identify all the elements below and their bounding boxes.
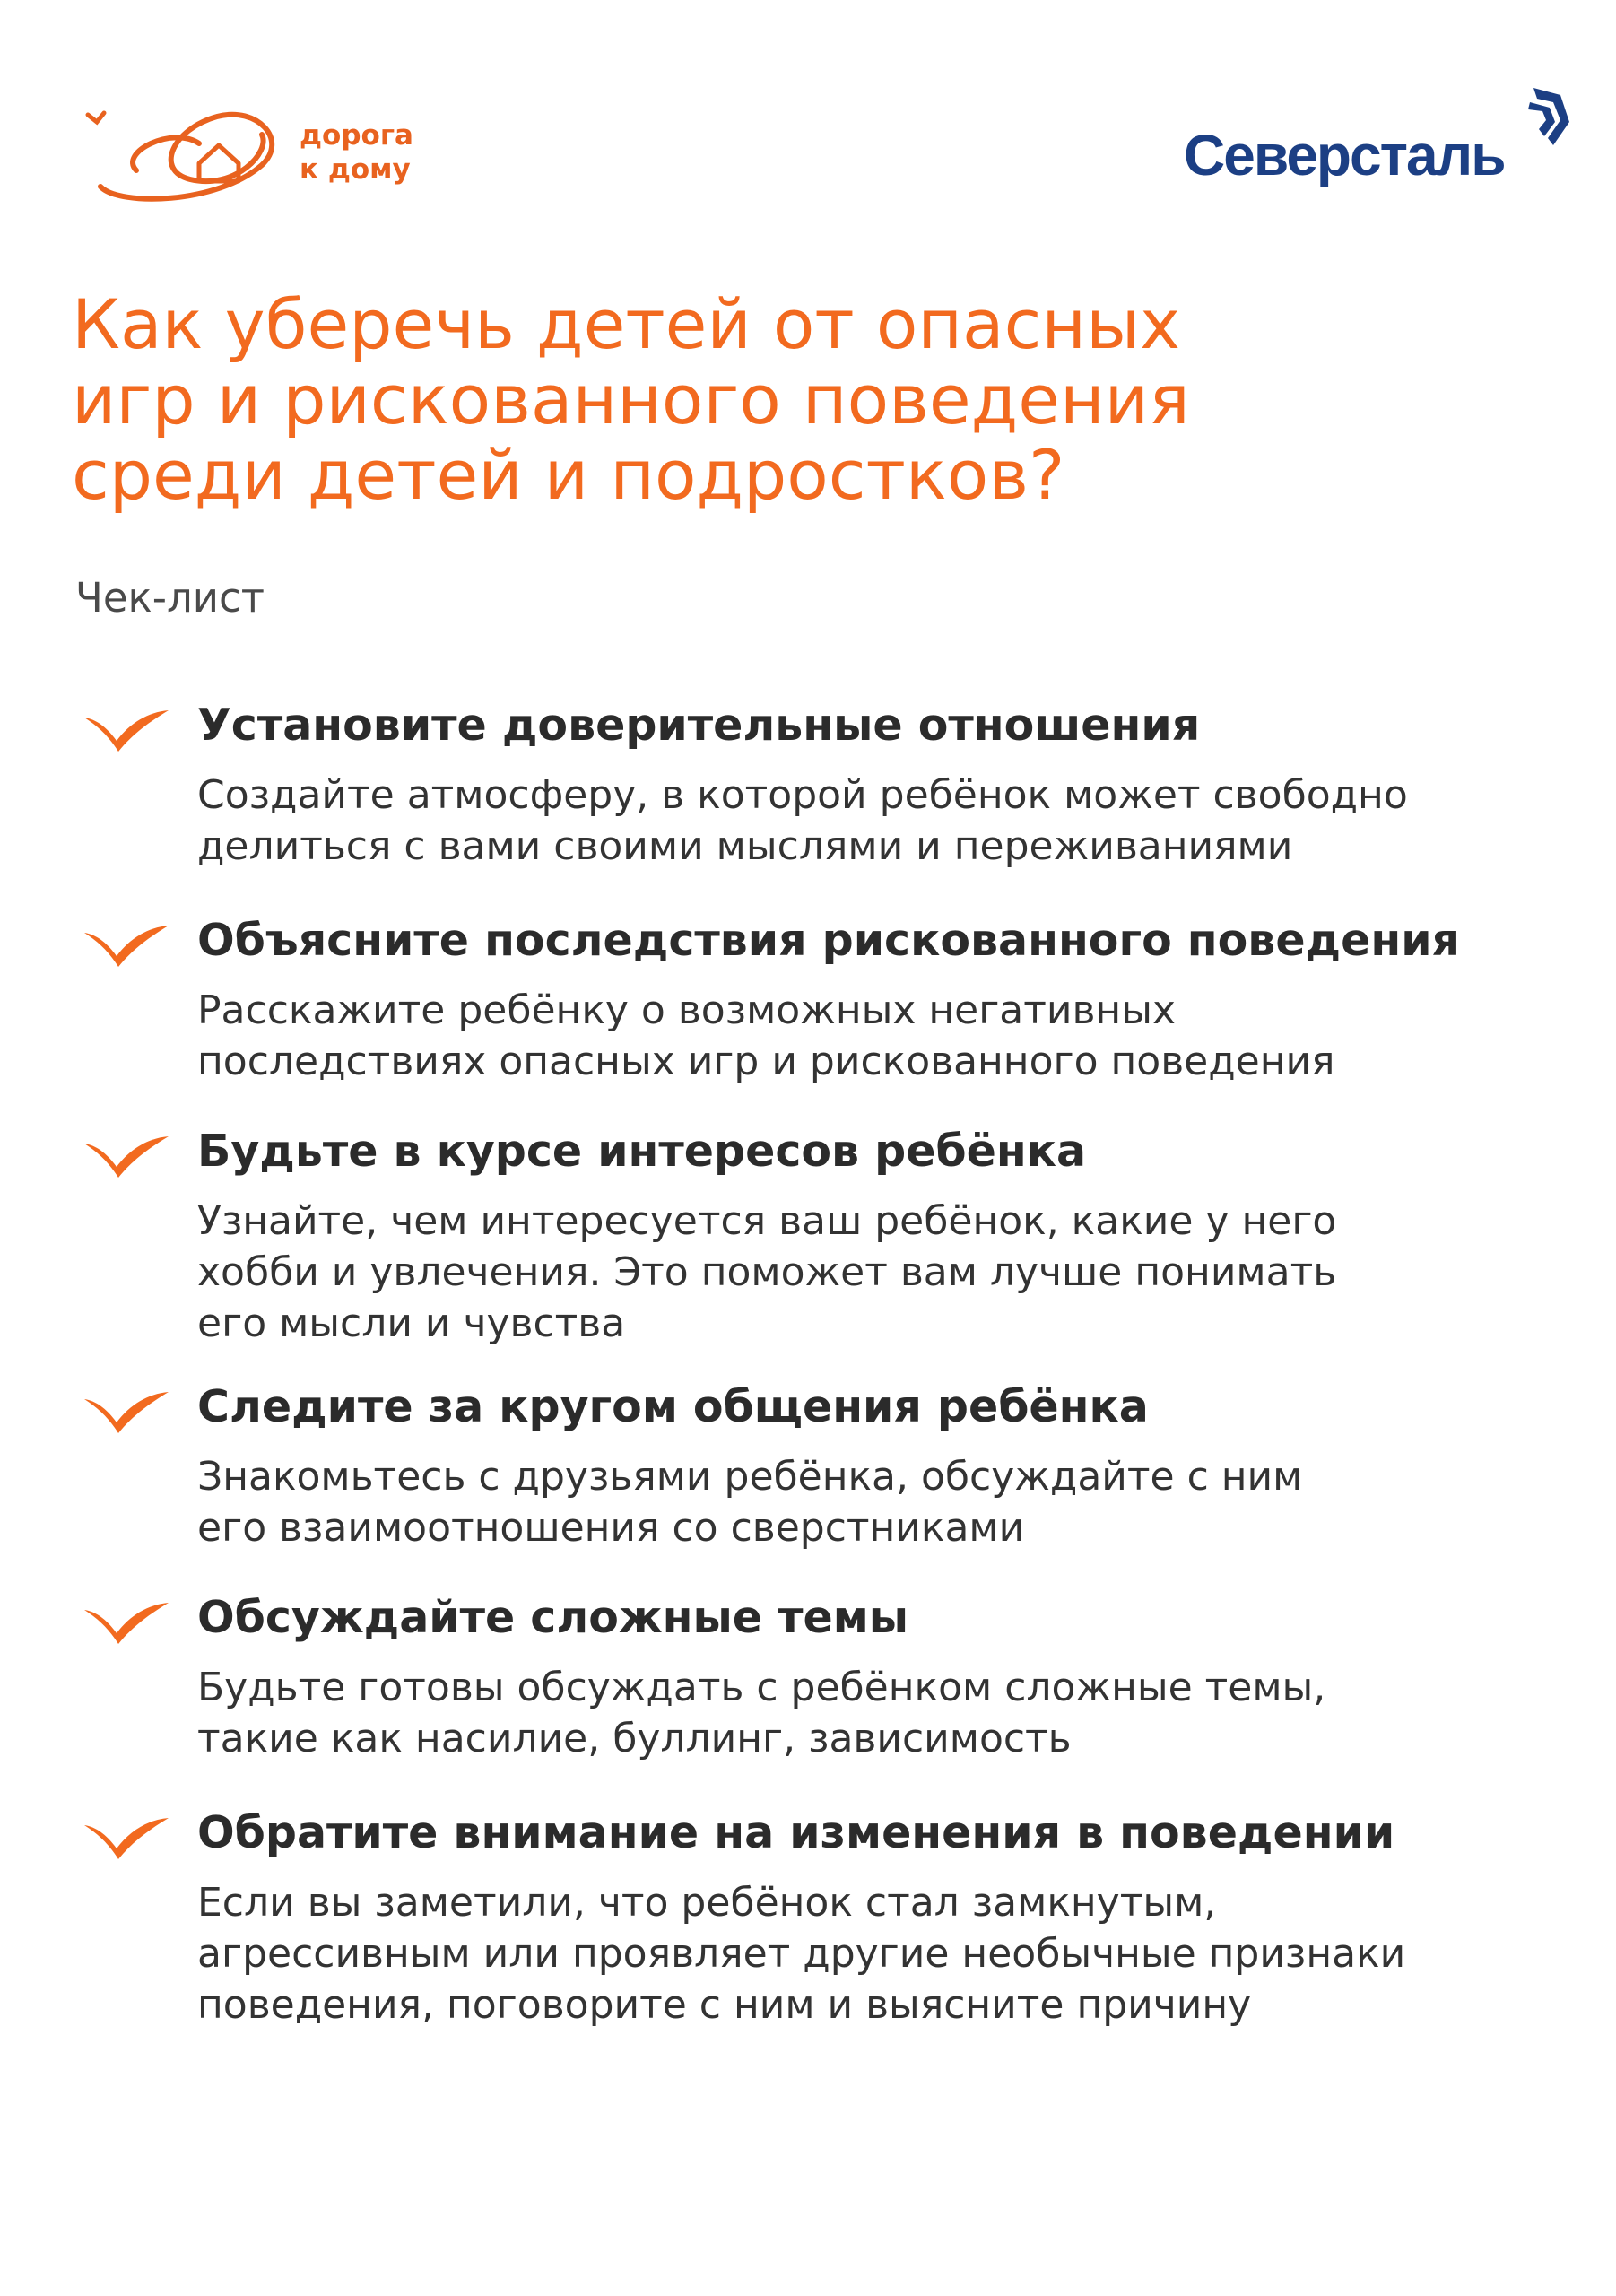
checklist-item-title: Установите доверительные отношения xyxy=(197,700,1201,751)
checklist-item-desc xyxy=(197,1196,1569,1349)
desc-line: Создайте атмосферу, в которой ребёнок может свободно xyxy=(197,772,1408,818)
desc-line: хобби и увлечения. Это поможет вам лучше понимать xyxy=(197,1249,1337,1295)
checkmark-icon xyxy=(81,1126,170,1179)
checklist-item-title: Объясните последствия рискованного поведения xyxy=(197,915,1461,966)
desc-line: делиться с вами своими мыслями и переживаниями xyxy=(197,823,1293,869)
checklist-item-desc xyxy=(197,770,1569,872)
desc-line: агрессивным или проявляет другие необычные признаки xyxy=(197,1931,1406,1977)
severstal-brand-text: Северсталь xyxy=(1184,123,1505,187)
dom-logo xyxy=(83,90,459,215)
checklist-item-desc xyxy=(197,1877,1569,2031)
desc-line: такие как насилие, буллинг, зависимость xyxy=(197,1716,1072,1761)
title-line-3: среди детей и подростков? xyxy=(72,435,1065,515)
page-title xyxy=(72,284,1471,515)
checklist-item-title: Следите за кругом общения ребёнка xyxy=(197,1381,1149,1432)
desc-line: его мысли и чувства xyxy=(197,1300,626,1346)
checkmark-icon xyxy=(81,1381,170,1435)
dom-logo-text xyxy=(300,118,413,187)
checklist-item-title: Обсуждайте сложные темы xyxy=(197,1592,909,1643)
dom-logo-line1: дорога xyxy=(300,119,413,152)
desc-line: Узнайте, чем интересуется ваш ребёнок, какие у него xyxy=(197,1198,1337,1244)
checklist-label: Чек-лист xyxy=(75,574,265,622)
checkmark-icon xyxy=(81,1592,170,1646)
desc-line: Знакомьтесь с друзьями ребёнка, обсуждайте с ним xyxy=(197,1454,1303,1500)
checkmark-icon xyxy=(81,915,170,969)
checklist-item-desc xyxy=(197,1662,1569,1764)
desc-line: его взаимоотношения со сверстниками xyxy=(197,1505,1025,1551)
desc-line: поведения, поговорите с ним и выясните причину xyxy=(197,1982,1252,2028)
desc-line: последствиях опасных игр и рискованного поведения xyxy=(197,1039,1335,1084)
checklist-item-desc xyxy=(197,985,1569,1087)
checkmark-icon xyxy=(81,1807,170,1861)
severstal-emblem-icon xyxy=(1517,86,1571,149)
title-line-2: игр и рискованного поведения xyxy=(72,360,1190,439)
dom-logo-line2: к дому xyxy=(300,153,411,186)
checklist-item-title: Будьте в курсе интересов ребёнка xyxy=(197,1126,1087,1177)
desc-line: Расскажите ребёнку о возможных негативных xyxy=(197,987,1176,1033)
severstal-logo xyxy=(1184,86,1560,203)
checkmark-icon xyxy=(81,700,170,753)
checklist-item-desc xyxy=(197,1451,1569,1553)
checklist-item-title: Обратите внимание на изменения в поведении xyxy=(197,1807,1395,1858)
desc-line: Будьте готовы обсуждать с ребёнком сложные темы, xyxy=(197,1665,1326,1710)
title-line-1: Как уберечь детей от опасных xyxy=(72,284,1181,364)
house-road-logo-icon xyxy=(83,90,298,215)
desc-line: Если вы заметили, что ребёнок стал замкнутым, xyxy=(197,1880,1217,1926)
